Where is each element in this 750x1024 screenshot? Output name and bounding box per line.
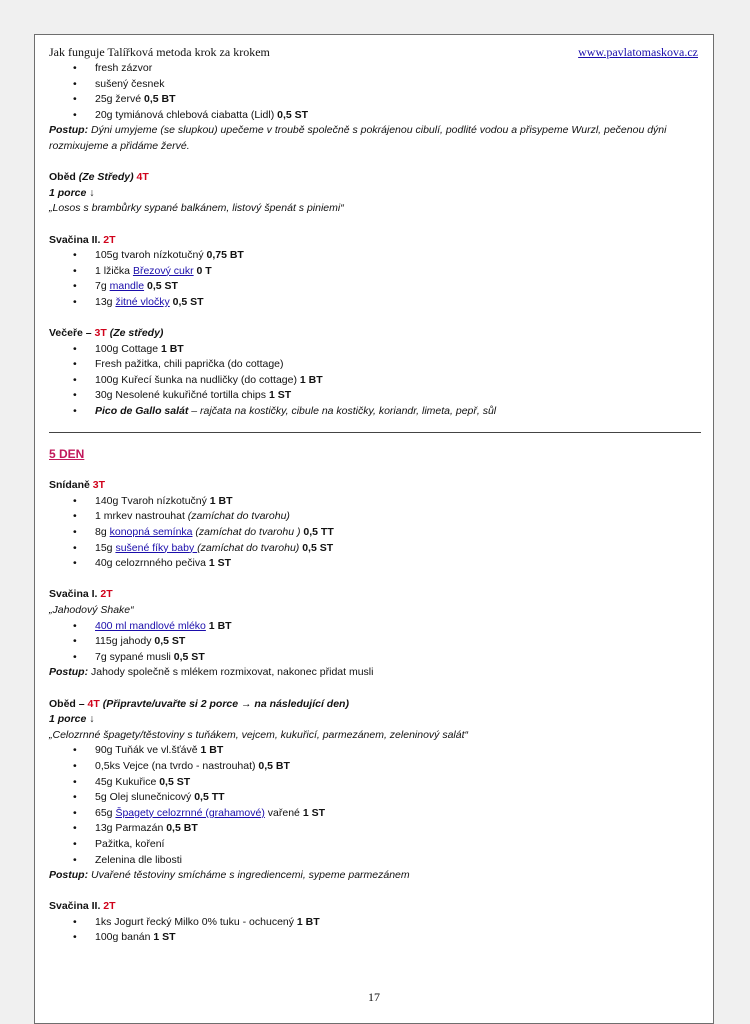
list-item: • 100g Kuřecí šunka na nudličky (do cottage) 1 BT <box>49 373 709 389</box>
list-item: • Fresh pažitka, chili paprička (do cottage) <box>49 357 709 373</box>
list-item: • 7g mandle 0,5 ST <box>49 279 709 295</box>
section-heading-obed: Oběd (Ze Středy) 4T <box>49 171 149 184</box>
list-item: • Pico de Gallo salát – rajčata na kostičky, cibule na kostičky, koriandr, limeta, pepř, sůl <box>49 404 709 420</box>
list-item: • 20g tymiánová chlebová ciabatta (Lidl) 0,5 ST <box>49 108 709 124</box>
list-item: • 1 lžička Březový cukr 0 T <box>49 264 709 280</box>
ingredient-link[interactable]: 400 ml mandlové mléko <box>95 619 206 632</box>
document-page <box>34 34 714 1024</box>
header-title: Jak funguje Talířková metoda krok za krokem <box>49 45 270 59</box>
list-item: • Zelenina dle libosti <box>49 853 709 869</box>
list-item: • 100g banán 1 ST <box>49 930 709 946</box>
section-heading-vecere: Večeře – 3T (Ze středy) <box>49 327 164 340</box>
section-heading-svacina-2: Svačina II. 2T <box>49 233 116 246</box>
day-heading: 5 DEN <box>49 446 85 461</box>
list-item: • 105g tvaroh nízkotučný 0,75 BT <box>49 248 709 264</box>
list-item: • 400 ml mandlové mléko 1 BT <box>49 619 709 635</box>
list-item: • 40g celozrnného pečiva 1 ST <box>49 556 709 572</box>
header-site-link[interactable]: www.pavlatomaskova.cz <box>578 45 698 59</box>
list-item: • 13g žitné vločky 0,5 ST <box>49 295 709 311</box>
list-item: • 140g Tvaroh nízkotučný 1 BT <box>49 494 709 510</box>
list-item: • 100g Cottage 1 BT <box>49 342 709 358</box>
list-item: • 30g Nesolené kukuřičné tortilla chips 1 ST <box>49 388 709 404</box>
postup-paragraph: Postup: Dýni umyjeme (se slupkou) upečeme v troubě společně s pokrájenou cibulí, podlité vodou a přisypeme Wurzl, pečenou dýni rozmixujeme a přidáme žervé. <box>49 124 667 152</box>
meal-description: „Losos s brambůrky sypané balkánem, listový špenát s piniemi“ <box>49 202 344 215</box>
page-content <box>49 61 709 946</box>
list-item: • 45g Kukuřice 0,5 ST <box>49 775 709 791</box>
list-item: • Pažitka, koření <box>49 837 709 853</box>
ingredient-link[interactable]: mandle <box>109 280 145 293</box>
list-item: • 1 mrkev nastrouhat (zamíchat do tvarohu) <box>49 509 709 525</box>
ingredient-link[interactable]: sušené fíky baby <box>115 541 198 554</box>
ingredient-link[interactable]: žitné vločky <box>115 295 170 308</box>
list-item: • 65g Špagety celozrnné (grahamové) vařené 1 ST <box>49 806 709 822</box>
list-item: • 13g Parmazán 0,5 BT <box>49 821 709 837</box>
list-item: • 90g Tuňák ve vl.šťávě 1 BT <box>49 743 709 759</box>
list-item: • sušený česnek <box>49 77 709 93</box>
list-item: • fresh zázvor <box>49 61 709 77</box>
portion-label: 1 porce ↓ <box>49 186 95 199</box>
ingredient-link[interactable]: Březový cukr <box>132 264 194 277</box>
meal-description: „Jahodový Shake“ <box>49 604 134 616</box>
section-heading-svacina-2b: Svačina II. 2T <box>49 900 116 913</box>
portion-label: 1 porce ↓ <box>49 713 95 726</box>
section-heading-snidane: Snídaně 3T <box>49 479 106 492</box>
list-item: • 5g Olej slunečnicový 0,5 TT <box>49 790 709 806</box>
meal-description: „Celozrnné špagety/těstoviny s tuňákem, vejcem, kukuřicí, parmezánem, zeleninový salát“ <box>49 728 469 741</box>
list-item: • 8g konopná semínka (zamíchat do tvarohu ) 0,5 TT <box>49 525 709 541</box>
ingredient-link[interactable]: Špagety celozrnné (grahamové) <box>115 806 265 819</box>
list-item: • 7g sypané musli 0,5 ST <box>49 650 709 666</box>
page-number: 17 <box>368 990 380 1004</box>
list-item: • 1ks Jogurt řecký Milko 0% tuku - ochucený 1 BT <box>49 915 709 931</box>
postup-paragraph: Postup: Jahody společně s mlékem rozmixovat, nakonec přidat musli <box>49 666 374 679</box>
list-item: • 25g žervé 0,5 BT <box>49 92 709 108</box>
list-item: • 0,5ks Vejce (na tvrdo - nastrouhat) 0,5 BT <box>49 759 709 775</box>
ingredient-link[interactable]: konopná semínka <box>109 526 193 539</box>
section-heading-obed-2: Oběd – 4T (Připravte/uvařte si 2 porce → na následující den) <box>49 697 349 710</box>
section-heading-svacina-1: Svačina I. 2T <box>49 588 113 601</box>
list-item: • 115g jahody 0,5 ST <box>49 634 709 650</box>
list-item: • 15g sušené fíky baby (zamíchat do tvarohu) 0,5 ST <box>49 541 709 557</box>
horizontal-divider <box>49 432 701 433</box>
postup-paragraph: Postup: Uvařené těstoviny smícháme s ingrediencemi, sypeme parmezánem <box>49 869 410 882</box>
